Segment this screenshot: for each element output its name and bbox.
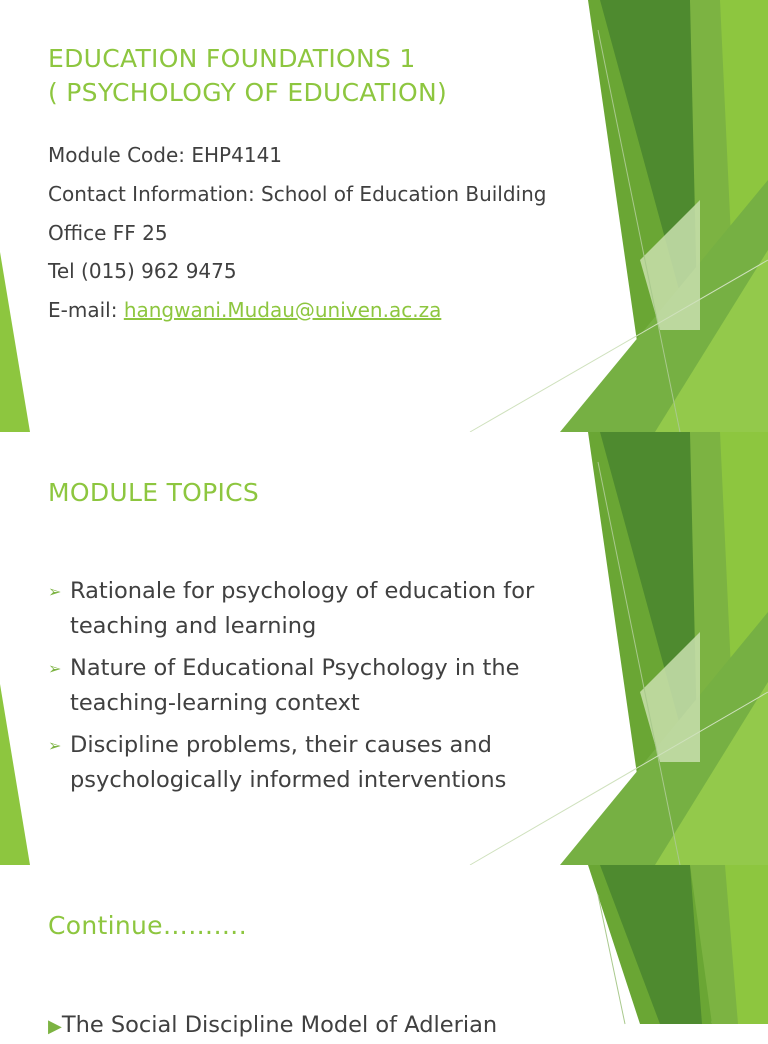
email-link[interactable]: hangwani.Mudau@univen.ac.za [123, 298, 442, 322]
topic-bullet-2 [48, 651, 568, 721]
slide-3-bullet-1-text: The Social Discipline Model of Adlerian [61, 1012, 498, 1038]
arrow-right-icon: ➢ [48, 659, 62, 678]
slide-2-title: MODULE TOPICS [48, 478, 260, 507]
tel-info: Tel (015) 962 9475 [48, 259, 237, 283]
slide-1 [0, 0, 768, 432]
topic-2-line-1: Nature of Educational Psychology in the [70, 655, 520, 681]
module-code: Module Code: EHP4141 [48, 143, 283, 167]
arrow-right-icon: ➢ [48, 582, 62, 601]
email-line [48, 298, 441, 322]
office-info: Office FF 25 [48, 221, 168, 245]
slide-1-title [48, 42, 447, 110]
email-label: E-mail: [48, 298, 124, 322]
topic-3-line-2: psychologically informed interventions [70, 767, 507, 793]
slide-3-title: Continue………. [48, 911, 247, 940]
topic-1-line-2: teaching and learning [70, 613, 317, 639]
slide-3 [0, 865, 768, 1038]
title-line-2: ( PSYCHOLOGY OF EDUCATION) [48, 78, 448, 107]
contact-info: Contact Information: School of Education Building [48, 182, 547, 206]
topic-1-line-1: Rationale for psychology of education for [70, 578, 535, 604]
topic-3-line-1: Discipline problems, their causes and [70, 732, 492, 758]
slide-2 [0, 432, 768, 865]
topic-bullet-3 [48, 728, 568, 798]
title-line-1: EDUCATION FOUNDATIONS 1 [48, 44, 416, 73]
slide-3-decoration [0, 865, 768, 1024]
arrow-right-icon: ▶ [48, 1016, 62, 1037]
topic-bullet-1 [48, 574, 568, 644]
arrow-right-icon: ➢ [48, 736, 62, 755]
topic-2-line-2: teaching-learning context [70, 690, 360, 716]
slide-3-bullet-1 [48, 1008, 568, 1044]
